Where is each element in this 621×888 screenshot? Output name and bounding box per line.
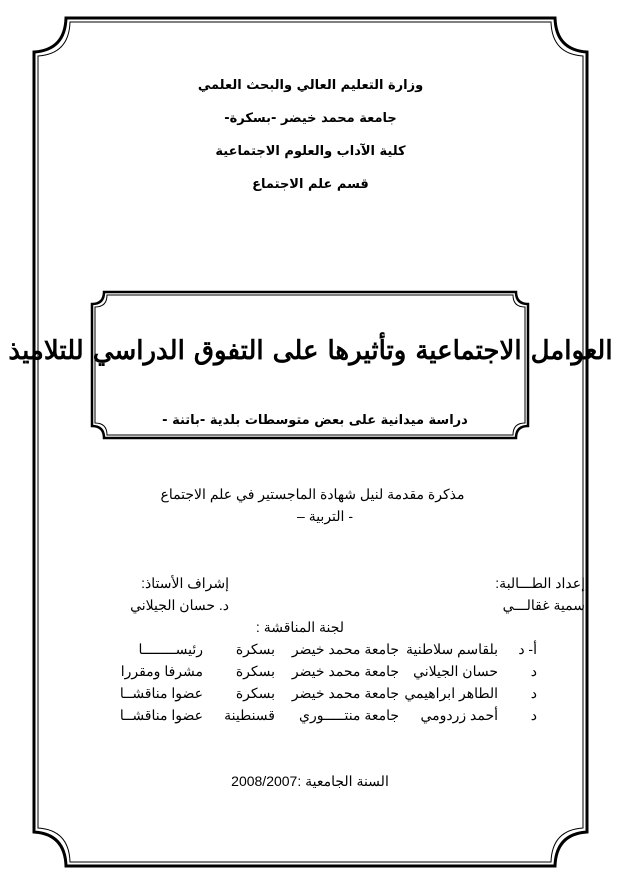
ministry-name: وزارة التعليم العالي والبحث العلمي	[197, 78, 424, 93]
member-rank: د	[530, 707, 537, 723]
member-university: جامعة منتـــــوري	[299, 707, 399, 723]
member-city: بسكرة	[235, 685, 275, 701]
member-rank: د	[530, 663, 537, 679]
member-name: الطاهر ابراهيمي	[404, 685, 498, 701]
member-rank: أ- د	[518, 641, 537, 657]
degree-statement: مذكرة مقدمة لنيل شهادة الماجستير في علم الاجتماع	[160, 486, 465, 502]
member-role: عضوا مناقشــا	[119, 707, 203, 723]
member-name: بلقاسم سلاطنية	[406, 641, 498, 657]
department-name: قسم علم الاجتماع	[252, 177, 369, 192]
member-role: عضوا مناقشــا	[119, 685, 203, 701]
member-name: حسان الجيلاني	[413, 663, 498, 679]
thesis-title: العوامل الاجتماعية وتأثيرها على التفوق الدراسي للتلاميذ	[8, 336, 613, 366]
thesis-subtitle: دراسة ميدانية على بعض متوسطات بلدية -باتنة -	[162, 413, 468, 428]
member-city: بسكرة	[235, 663, 275, 679]
member-university: جامعة محمد خيضر	[291, 663, 399, 679]
member-role: رئيســــــــا	[138, 641, 203, 657]
university-name: جامعة محمد خيضر -بسكرة-	[224, 111, 397, 126]
supervisor-label: إشراف الأستاذ:	[141, 575, 229, 591]
committee-heading: لجنة المناقشة :	[255, 619, 345, 635]
student-name: سمية غقالـــي	[502, 597, 585, 613]
supervisor-name: د. حسان الجيلاني	[130, 597, 229, 613]
student-label: إعداد الطـــالبة:	[495, 575, 585, 591]
degree-specialty: - التربية –	[297, 508, 353, 524]
member-role: مشرفا ومقررا	[120, 663, 203, 679]
member-university: جامعة محمد خيضر	[291, 641, 399, 657]
member-rank: د	[530, 685, 537, 701]
member-name: أحمد زردومي	[420, 707, 498, 723]
faculty-name: كلية الآداب والعلوم الاجتماعية	[215, 144, 406, 159]
academic-year: السنة الجامعية :2008/2007	[231, 773, 389, 789]
member-city: قسنطينة	[224, 707, 275, 723]
member-university: جامعة محمد خيضر	[291, 685, 399, 701]
member-city: بسكرة	[235, 641, 275, 657]
